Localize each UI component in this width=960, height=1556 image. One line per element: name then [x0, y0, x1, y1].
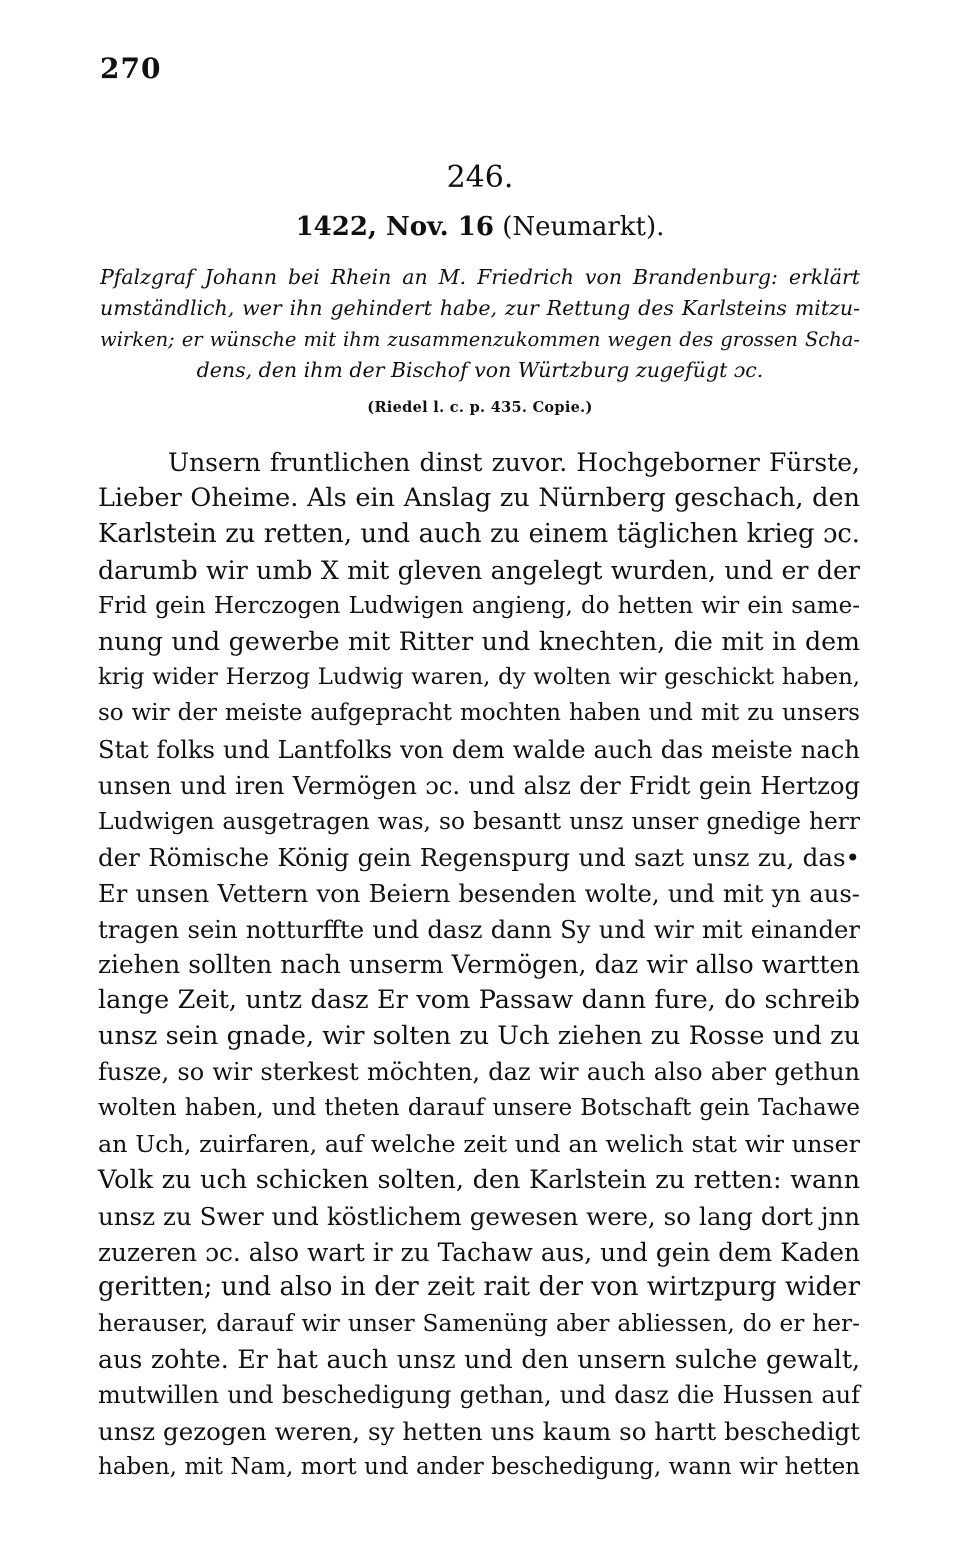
summary-line: umständlich, wer ihn gehindert habe, zur Rettung des Karlsteins mitzu-: [100, 296, 860, 320]
body-line: lange Zeit, untz dasz Er vom Passaw dann fure, do schreib: [98, 985, 860, 1016]
summary-line: wirken; er wünsche mit ihm zusammenzukommen wegen des grossen Scha-: [100, 328, 860, 351]
letter-body: [98, 445, 860, 1486]
body-line: unsz gezogen weren, sy hetten uns kaum so hartt beschedigt: [98, 1417, 860, 1447]
body-line: fusze, so wir sterkest möchten, daz wir auch also aber gethun: [98, 1058, 860, 1087]
body-line: der Römische König gein Regenspurg und sazt unsz zu, das•: [98, 842, 860, 872]
body-line: an Uch, zuirfaren, auf welche zeit und an welich stat wir unser: [98, 1129, 860, 1158]
summary-line: Pfalzgraf Johann bei Rhein an M. Friedrich von Brandenburg: erklärt: [100, 265, 860, 289]
body-line: haben, mit Nam, mort und ander beschedigung, wann wir hetten: [98, 1453, 860, 1480]
body-line: Frid gein Herczogen Ludwigen angieng, do hetten wir ein same-: [98, 592, 860, 619]
document-summary: [100, 262, 860, 386]
body-line: aus zohte. Er hat auch unsz und den unsern sulche gewalt,: [98, 1345, 860, 1375]
body-line: Lieber Oheime. Als ein Anslag zu Nürnberg geschach, den: [98, 482, 860, 513]
body-line: darumb wir umb X mit gleven angelegt wurden, und er der: [98, 555, 860, 585]
body-line: ziehen sollten nach unserm Vermögen, daz wir allso wartten: [98, 950, 860, 980]
body-line: nung und gewerbe mit Ritter und knechten, die mit in dem: [98, 627, 860, 657]
body-line: unsz zu Swer und köstlichem gewesen were, so lang dort jnn: [98, 1201, 860, 1231]
body-line: geritten; und also in der zeit rait der von wirtzpurg wider: [98, 1272, 860, 1303]
body-line: tragen sein notturffte und dasz dann Sy und wir mit einander: [98, 914, 860, 944]
document-number: 246.: [446, 160, 514, 195]
body-line: wolten haben, und theten darauf unsere Botschaft gein Tachawe: [98, 1095, 860, 1122]
document-date: 1422, Nov. 16: [295, 212, 494, 242]
body-line: unsz sein gnade, wir solten zu Uch ziehen zu Rosse und zu: [98, 1021, 860, 1052]
document-place: (Neumarkt).: [502, 212, 665, 242]
body-line: Stat folks und Lantfolks von dem walde auch das meiste nach: [98, 735, 860, 765]
source-citation: (Riedel l. c. p. 435. Copie.): [367, 399, 593, 416]
body-line: unsen und iren Vermögen ɔc. und alsz der Fridt gein Hertzog: [98, 771, 860, 801]
body-line: Unsern fruntlichen dinst zuvor. Hochgeborner Fürste,: [168, 448, 860, 477]
document-date-heading: [0, 212, 960, 242]
body-line: so wir der meiste aufgepracht mochten haben und mit zu unsers: [98, 700, 860, 727]
summary-line: dens, den ihm der Bischof von Würtzburg zugefügt ɔc.: [196, 358, 764, 382]
body-line: krig wider Herzog Ludwig waren, dy wolten wir geschickt haben,: [98, 664, 860, 691]
body-line: mutwillen und beschedigung gethan, und dasz die Hussen auf: [98, 1381, 860, 1410]
body-line: Er unsen Vettern von Beiern besenden wolte, und mit yn aus-: [98, 878, 860, 908]
page-number: 270: [100, 52, 162, 85]
body-line: zuzeren ɔc. also wart ir zu Tachaw aus, und gein dem Kaden: [98, 1237, 860, 1267]
body-line: Ludwigen ausgetragen was, so besantt unsz unser gnedige herr: [98, 807, 860, 835]
body-line: Volk zu uch schicken solten, den Karlstein zu retten: wann: [98, 1164, 860, 1195]
body-line: Karlstein zu retten, und auch zu einem täglichen krieg ɔc.: [98, 518, 860, 549]
body-line: herauser, darauf wir unser Samenüng aber abliessen, do er her-: [98, 1310, 860, 1338]
